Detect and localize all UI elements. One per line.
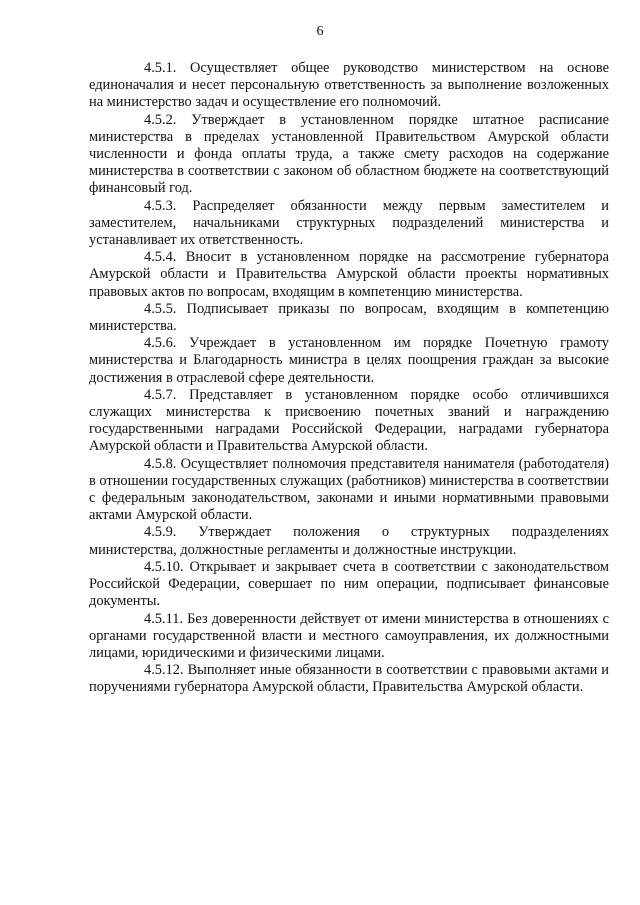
paragraph-4-5-1: 4.5.1. Осуществляет общее руководство министерством на основе единоначалия и несет персональную ответственность за выполнение возложенных на министерство задач и осуществление его полномочий. [89, 60, 609, 111]
paragraph-4-5-12: 4.5.12. Выполняет иные обязанности в соответствии с правовыми актами и поручениями губернатора Амурской области, Правительства Амурской области. [89, 662, 609, 696]
paragraph-4-5-8: 4.5.8. Осуществляет полномочия представителя нанимателя (работодателя) в отношении государственных служащих (работников) министерства в соответствии с федеральным законодательством, законами и иными нормативными правовыми актами Амурской области. [89, 455, 609, 524]
paragraph-4-5-2: 4.5.2. Утверждает в установленном порядке штатное расписание министерства в пределах установленной Правительством Амурской области численности и фонда оплаты труда, а также смету расходов на содержание министерства в соответствии с законом об областном бюджете на соответствующий финансовый год. [89, 111, 609, 197]
document-body [89, 60, 609, 697]
paragraph-4-5-9: 4.5.9. Утверждает положения о структурных подразделениях министерства, должностные регламенты и должностные инструкции. [89, 524, 609, 558]
paragraph-4-5-11: 4.5.11. Без доверенности действует от имени министерства в отношениях с органами государственной власти и местного самоуправления, их должностными лицами, юридическими и физическими лицами. [89, 610, 609, 661]
paragraph-4-5-10: 4.5.10. Открывает и закрывает счета в соответствии с законодательством Российской Федерации, совершает по ним операции, подписывает финансовые документы. [89, 558, 609, 610]
page-number: 6 [316, 24, 324, 39]
paragraph-4-5-3: 4.5.3. Распределяет обязанности между первым заместителем и заместителем, начальниками структурных подразделений министерства и устанавливает их ответственность. [89, 197, 609, 249]
paragraph-4-5-6: 4.5.6. Учреждает в установленном им порядке Почетную грамоту министерства и Благодарность министра в целях поощрения граждан за высокие достижения в отраслевой сфере деятельности. [89, 335, 609, 386]
paragraph-4-5-5: 4.5.5. Подписывает приказы по вопросам, входящим в компетенцию министерства. [89, 300, 609, 335]
paragraph-4-5-7: 4.5.7. Представляет в установленном порядке особо отличившихся служащих министерства к присвоению почетных званий и награждению государственными наградами Российской Федерации, наградами губернатора Амурской области и Правительства Амурской области. [89, 386, 609, 455]
paragraph-4-5-4: 4.5.4. Вносит в установленном порядке на рассмотрение губернатора Амурской области и Правительства Амурской области проекты нормативных правовых актов по вопросам, входящим в компетенцию министерства. [89, 249, 609, 300]
